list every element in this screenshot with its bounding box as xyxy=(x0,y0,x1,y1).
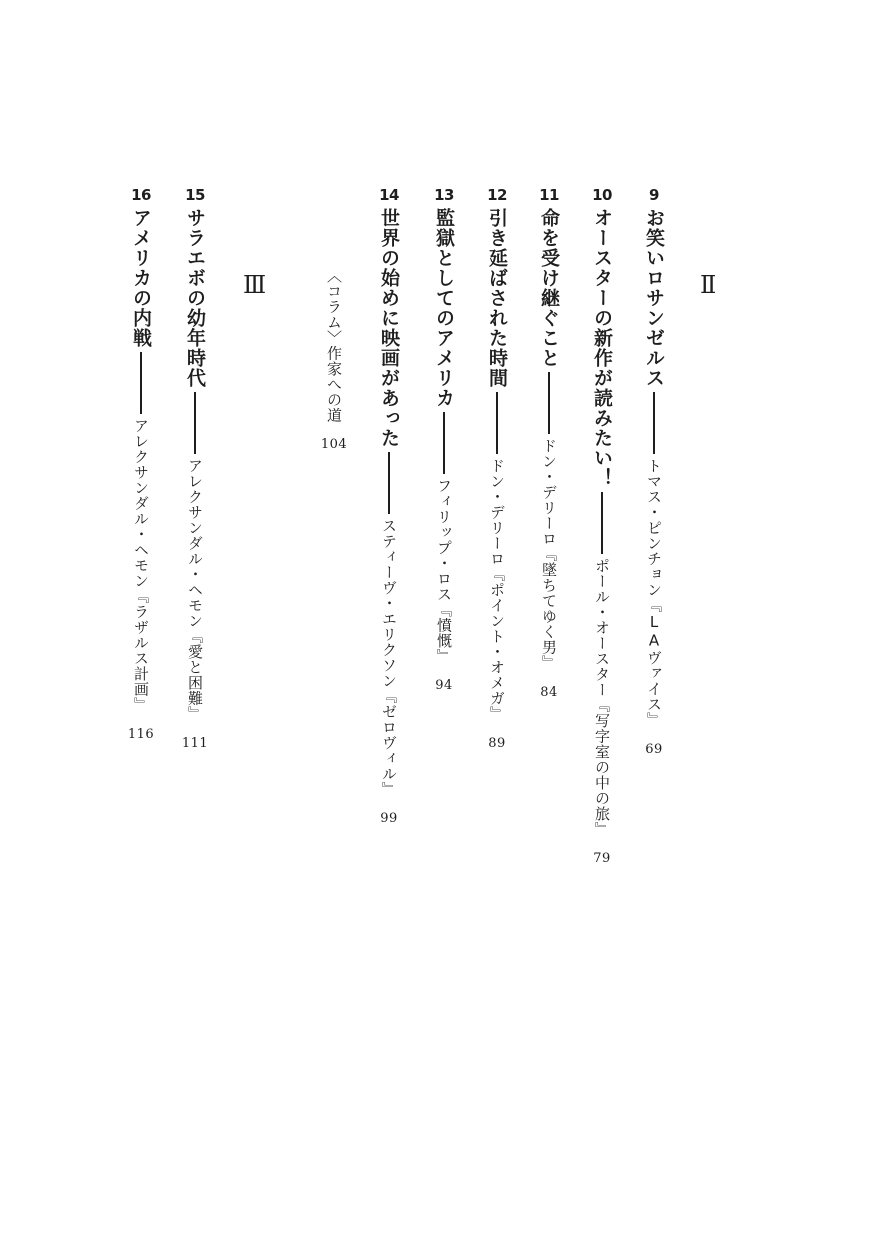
entry-dash xyxy=(388,452,390,514)
entry-title: サラエボの幼年時代 xyxy=(184,208,206,388)
entry-subtitle: フィリップ・ロス『憤慨』 xyxy=(435,478,453,664)
entry-dash xyxy=(443,412,445,474)
toc-column-entry[interactable] xyxy=(316,268,352,452)
entry-number: 12 xyxy=(487,186,507,204)
toc-entry-12[interactable] xyxy=(478,186,516,751)
entry-page-number: 89 xyxy=(488,735,506,751)
entry-dash xyxy=(194,392,196,454)
entry-page-number: 111 xyxy=(181,735,209,751)
column-title: 〈コラム〉作家への道 xyxy=(325,268,343,423)
entry-title: アメリカの内戦 xyxy=(130,208,152,348)
toc-entry-10[interactable] xyxy=(583,186,621,866)
toc-entry-14[interactable] xyxy=(370,186,408,826)
entry-number: 11 xyxy=(539,186,559,204)
column-page-number: 104 xyxy=(320,437,348,452)
part-three-numeral: Ⅲ xyxy=(243,271,267,299)
entry-page-number: 116 xyxy=(127,726,155,742)
toc-entry-9[interactable] xyxy=(635,186,673,757)
entry-subtitle: トマス・ピンチョン『LAヴァイス』 xyxy=(645,458,663,728)
entry-dash xyxy=(496,392,498,454)
entry-number: 10 xyxy=(592,186,612,204)
entry-page-number: 79 xyxy=(593,851,611,866)
entry-dash xyxy=(140,352,142,414)
entry-number: 15 xyxy=(185,186,205,204)
entry-dash xyxy=(601,492,603,554)
toc-entry-15[interactable] xyxy=(176,186,214,751)
part-three-heading xyxy=(243,272,266,298)
entry-title: 監獄としてのアメリカ xyxy=(433,208,455,408)
entry-number: 13 xyxy=(434,186,454,204)
entry-number: 9 xyxy=(649,186,659,204)
part-two-numeral: Ⅱ xyxy=(700,271,717,299)
entry-subtitle: アレクサンダル・ヘモン『愛と困難』 xyxy=(186,458,204,722)
entry-subtitle: アレクサンダル・ヘモン『ラザルス計画』 xyxy=(132,418,150,713)
entry-title: お笑いロサンゼルス xyxy=(643,208,665,388)
entry-number: 14 xyxy=(379,186,399,204)
entry-subtitle: ドン・デリーロ『ポイント・オメガ』 xyxy=(488,458,506,722)
toc-entry-13[interactable] xyxy=(425,186,463,693)
entry-title: オースターの新作が読みたい！ xyxy=(591,208,613,488)
toc-entry-11[interactable] xyxy=(530,186,568,700)
entry-subtitle: ドン・デリーロ『墜ちてゆく男』 xyxy=(540,438,558,671)
entry-page-number: 69 xyxy=(645,741,663,757)
part-two-heading xyxy=(700,272,716,298)
entry-title: 引き延ばされた時間 xyxy=(486,208,508,388)
toc-entry-16[interactable] xyxy=(122,186,160,742)
entry-subtitle: スティーヴ・エリクソン『ゼロヴィル』 xyxy=(380,518,398,797)
entry-title: 命を受け継ぐこと xyxy=(538,208,560,368)
entry-number: 16 xyxy=(131,186,151,204)
entry-title: 世界の始めに映画があった xyxy=(378,208,400,448)
entry-subtitle: ポール・オースター『写字室の中の旅』 xyxy=(593,558,611,837)
entry-page-number: 99 xyxy=(380,811,398,826)
entry-dash xyxy=(548,372,550,434)
entry-dash xyxy=(653,392,655,454)
entry-page-number: 84 xyxy=(540,684,558,700)
entry-page-number: 94 xyxy=(435,678,453,693)
